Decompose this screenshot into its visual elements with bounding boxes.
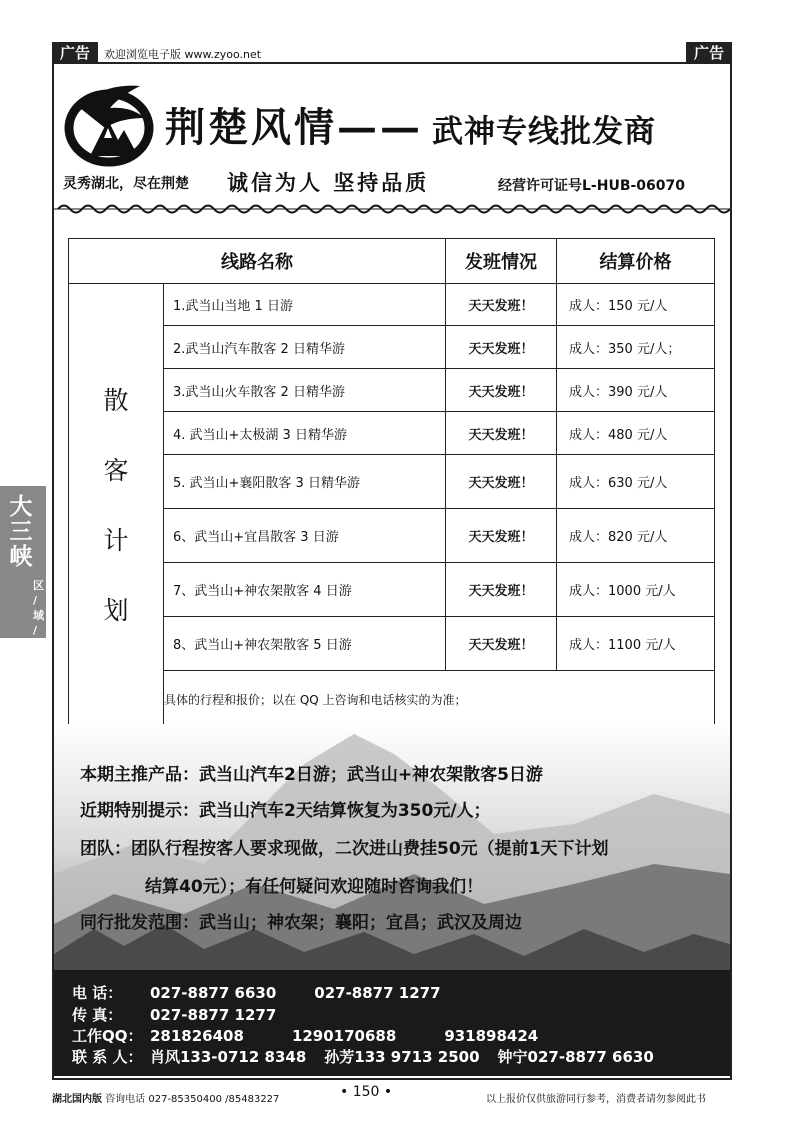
route-price: 成人：1100 元/人 [557, 617, 715, 671]
brand-subtitle: 武神专线批发商 [432, 114, 656, 150]
dragon-logo-icon [60, 78, 158, 170]
route-schedule: 天天发班！ [446, 509, 557, 563]
promo-team-continued: 结算40元）；有任何疑问欢迎随时咨询我们！ [145, 877, 484, 897]
slogan-big: 诚信为人 坚持品质 [227, 170, 430, 195]
category-cell: 散 客 计 划 [69, 284, 164, 728]
contact-phone: 电 话： 027-8877 6630 027-8877 1277 [72, 984, 441, 1002]
route-schedule: 天天发班！ [446, 326, 557, 369]
slogan-small: 灵秀湖北，尽在荆楚 [63, 176, 189, 192]
route-schedule: 天天发班！ [446, 369, 557, 412]
header-price: 结算价格 [557, 239, 715, 284]
table-row [69, 509, 715, 563]
route-schedule: 天天发班！ [446, 455, 557, 509]
route-price: 成人：390 元/人 [557, 369, 715, 412]
promo-range: 同行批发范围：武当山；神农架；襄阳；宜昌；武汉及周边 [80, 913, 522, 933]
route-price: 成人：350 元/人； [557, 326, 715, 369]
table-row [69, 455, 715, 509]
table-note: 具体的行程和报价；以在 QQ 上咨询和电话核实的为准； [164, 671, 715, 728]
side-tab-title: 大 三 峡 [9, 493, 33, 570]
ad-tag-left: 广告 [52, 42, 98, 64]
route-price: 成人：480 元/人 [557, 412, 715, 455]
route-name: 6、武当山+宜昌散客 3 日游 [164, 509, 446, 563]
promo-main: 本期主推产品：武当山汽车2日游；武当山+神农架散客5日游 [80, 765, 543, 785]
route-name: 1.武当山当地 1 日游 [164, 284, 446, 326]
header-schedule: 发班情况 [446, 239, 557, 284]
route-price: 成人：630 元/人 [557, 455, 715, 509]
table-row [69, 563, 715, 617]
route-schedule: 天天发班！ [446, 617, 557, 671]
contact-panel [54, 970, 730, 1076]
route-name: 3.武当山火车散客 2 日精华游 [164, 369, 446, 412]
route-schedule: 天天发班！ [446, 284, 557, 326]
promo-team: 团队：团队行程按客人要求现做，二次进山费挂50元（提前1天下计划 [80, 839, 609, 859]
route-schedule: 天天发班！ [446, 412, 557, 455]
side-tab-subtitle: 区 / 域 / 版 [33, 579, 44, 652]
page-number: • 150 • [340, 1084, 393, 1100]
table-header-row [69, 239, 715, 284]
route-name: 4. 武当山+太极湖 3 日精华游 [164, 412, 446, 455]
table-row [69, 412, 715, 455]
license-number: 经营许可证号L-HUB-06070 [498, 178, 686, 194]
route-price: 成人：820 元/人 [557, 509, 715, 563]
contact-qq: 工作QQ： 281826408 1290170688 931898424 [72, 1027, 539, 1045]
table-row [69, 369, 715, 412]
route-name: 8、武当山+神农架散客 5 日游 [164, 617, 446, 671]
contact-persons: 联 系 人： 肖风133-0712 8348 孙芳133 9713 2500 钟宁027-8877 6630 [72, 1048, 654, 1066]
table-row [69, 326, 715, 369]
route-price-table [68, 238, 715, 728]
route-name: 5. 武当山+襄阳散客 3 日精华游 [164, 455, 446, 509]
footer-left: 湖北国内版 咨询电话 027-85350400 /85483227 [52, 1094, 280, 1105]
route-schedule: 天天发班！ [446, 563, 557, 617]
route-price: 成人：150 元/人 [557, 284, 715, 326]
route-name: 7、武当山+神农架散客 4 日游 [164, 563, 446, 617]
brand-title: 荆楚风情—— [165, 104, 423, 151]
welcome-text: 欢迎浏览电子版 www.zyoo.net [104, 48, 262, 61]
header-route-name: 线路名称 [69, 239, 446, 284]
table-note-row [69, 671, 715, 728]
ad-tag-right: 广告 [686, 42, 732, 64]
table-row [69, 284, 715, 326]
region-side-tab [0, 486, 46, 652]
ornament-divider [54, 202, 730, 216]
table-row [69, 617, 715, 671]
route-price: 成人：1000 元/人 [557, 563, 715, 617]
contact-fax: 传 真： 027-8877 1277 [72, 1006, 277, 1024]
footer-disclaimer: 以上报价仅供旅游同行参考，消费者请勿参阅此书 [486, 1094, 706, 1105]
promo-notice: 近期特别提示：武当山汽车2天结算恢复为350元/人； [80, 801, 491, 821]
route-name: 2.武当山汽车散客 2 日精华游 [164, 326, 446, 369]
